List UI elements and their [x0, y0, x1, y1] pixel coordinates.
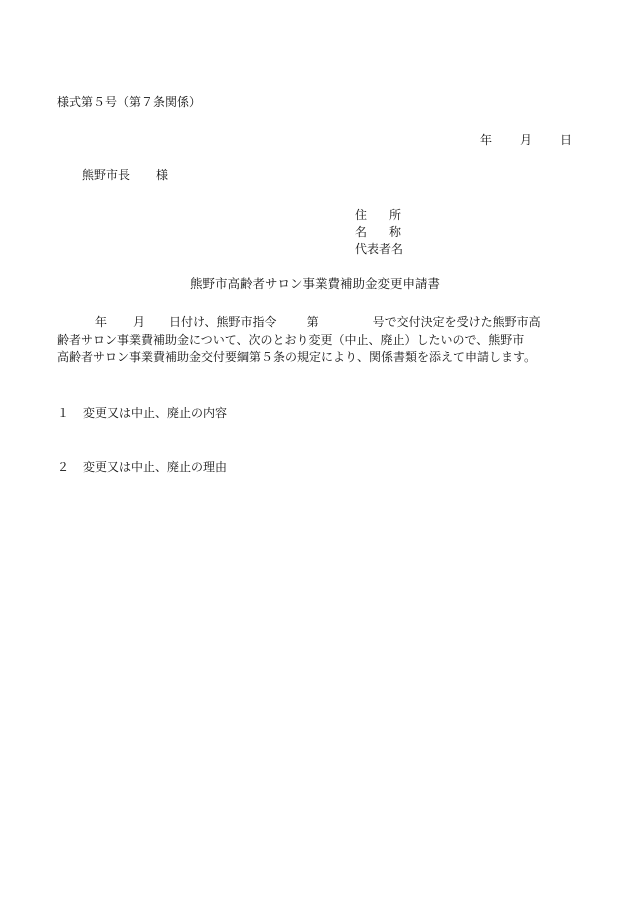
section-2-label: 変更又は中止、廃止の理由 [83, 460, 228, 474]
section-1-number: １ [57, 406, 70, 420]
body-line1-rest: 号で交付決定を受けた熊野市高 [372, 315, 541, 329]
date-month-label: 月 [519, 133, 532, 147]
section-1 [57, 407, 227, 419]
name-label: 名称 [355, 225, 424, 239]
applicant-block [355, 207, 423, 258]
addressee-name: 熊野市長 [82, 168, 131, 182]
body-line-1 [57, 314, 577, 332]
date-year-label: 年 [479, 133, 492, 147]
document-title: 熊野市高齢者サロン事業費補助金変更申請書 [189, 276, 440, 291]
addressee-honorific: 様 [156, 168, 169, 182]
body-dated: 日付け、熊野市指令 [169, 315, 277, 329]
representative-label: 代表者名 [355, 242, 404, 256]
section-1-label: 変更又は中止、廃止の内容 [83, 406, 228, 420]
body-dai: 第 [306, 315, 319, 329]
section-2-number: ２ [57, 460, 70, 474]
form-number: 様式第５号（第７条関係） [57, 95, 202, 109]
address-label: 住所 [355, 208, 424, 222]
date-day-label: 日 [559, 133, 572, 147]
section-2 [57, 461, 227, 473]
body-month: 月 [133, 315, 146, 329]
date-line [480, 134, 572, 146]
body-paragraph [57, 314, 577, 367]
body-line-2: 齢者サロン事業費補助金について、次のとおり変更（中止、廃止）したいので、熊野市 [57, 332, 525, 347]
addressee [82, 169, 168, 181]
body-line-3: 高齢者サロン事業費補助金交付要綱第５条の規定により、関係書類を添えて申請します。 [57, 350, 537, 364]
body-year: 年 [95, 315, 108, 329]
